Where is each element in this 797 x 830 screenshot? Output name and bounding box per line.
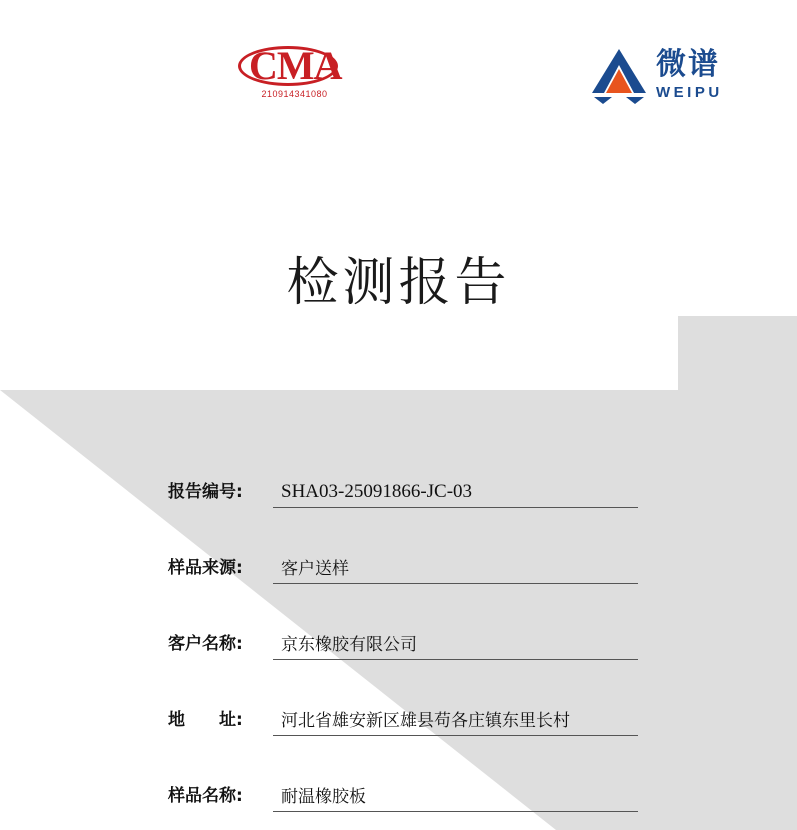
client-name-field: [273, 630, 638, 660]
cma-logo: [247, 45, 342, 99]
sample-name-value: 耐温橡胶板: [281, 787, 366, 807]
weipu-name-cn: 微谱: [656, 47, 720, 82]
sample-name-field: [273, 782, 638, 812]
sample-source-value: 客户送样: [281, 559, 349, 579]
client-name-label: 客户名称:: [168, 634, 243, 654]
info-row: [168, 736, 638, 812]
cma-mark-icon: [247, 45, 344, 87]
report-number-value: SHA03-25091866-JC-03: [281, 481, 473, 502]
cma-oval-icon: [238, 46, 338, 86]
address-value: 河北省雄安新区雄县苟各庄镇东里长村: [281, 711, 570, 731]
cma-mark-text: CMA: [249, 43, 342, 88]
report-number-field: [273, 481, 638, 508]
weipu-wordmark: [656, 49, 723, 101]
info-row: [168, 660, 638, 736]
info-row: [168, 432, 638, 508]
weipu-logo: [590, 47, 765, 109]
address-field: [273, 706, 638, 736]
weipu-name-en: WEIPU: [656, 84, 723, 101]
page-title: 检测报告: [286, 253, 511, 313]
address-label: 地 址:: [168, 710, 243, 730]
weipu-mark-icon: [590, 47, 648, 105]
report-number-label: 报告编号:: [168, 482, 243, 502]
info-row: [168, 508, 638, 584]
client-name-value: 京东橡胶有限公司: [281, 635, 417, 655]
sample-source-field: [273, 554, 638, 584]
info-row: [168, 584, 638, 660]
cma-certificate-number: 210914341080: [261, 89, 328, 99]
report-info-block: [168, 432, 638, 812]
sample-source-label: 样品来源:: [168, 558, 243, 578]
sample-name-label: 样品名称:: [168, 786, 243, 806]
report-header: [0, 0, 797, 170]
